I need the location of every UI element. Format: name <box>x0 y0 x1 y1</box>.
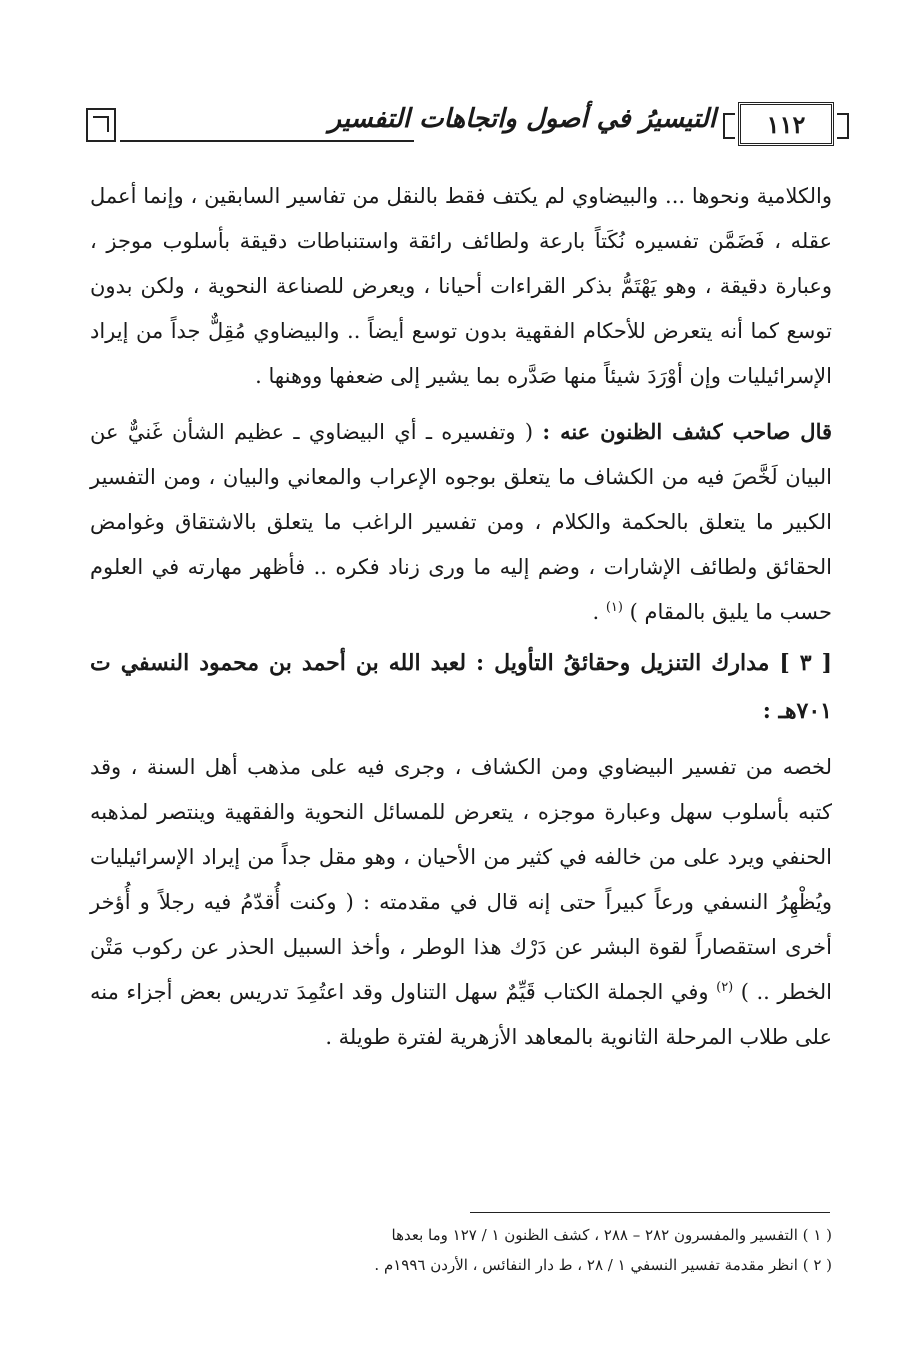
page-number-box <box>738 102 834 146</box>
running-title: التيسيرُ في أصول واتجاهات التفسير <box>328 104 716 134</box>
footnote-ref-2: (٢) <box>716 980 734 995</box>
footnotes <box>240 1220 832 1280</box>
page-number: ١١٢ <box>766 109 806 139</box>
footnote-2: ( ٢ ) انظر مقدمة تفسير النسفي ١ / ٢٨ ، ط دار النفائس ، الأردن ١٩٩٦م . <box>374 1256 832 1274</box>
footnote-1: ( ١ ) التفسير والمفسرون ٢٨٢ – ٢٨٨ ، كشف الظنون ١ / ١٢٧ وما بعدها <box>391 1226 832 1244</box>
header-ornament-icon <box>86 108 116 142</box>
page-header <box>86 96 834 160</box>
main-text <box>90 174 832 1060</box>
footnote-ref-1: (١) <box>605 600 623 615</box>
paragraph-3: لخصه من تفسير البيضاوي ومن الكشاف ، وجرى فيه على مذهب أهل السنة ، وقد كتبه بأسلوب سهل وعبارة موجزه ، يتعرض للمسائل النحوية والفقهية وينتصر لمذهبه الحنفي ويرد على من خالفه في كثير من الأحيان ، وهو مقل جداً من إيراد الإسرائيليات ويُظْهِرُ النسفي ورعاً كبيراً حتى إنه قال في مقدمته : ( وكنت أُقدّمُ فيه رجلاً و أُؤخر أخرى استقصاراً لقوة البشر عن دَرْك هذا الوطر ، وأخذ السبيل الحذر عن ركوب مَتْن الخطر .. ) $^{(٢)}$ وفي الجملة الكتاب قَيِّمٌ سهل التناول وقد اعتُمِدَ تدريس بعض أجزاء منه على طلاب المرحلة الثانوية بالمعاهد الأزهرية لفترة طويلة . <box>90 755 832 1049</box>
header-rule <box>120 140 414 142</box>
footnote-separator <box>470 1212 830 1213</box>
quote-body: ( وتفسيره ـ أي البيضاوي ـ عظيم الشأن غَنيٌّ عن البيان لَخَّصَ فيه من الكشاف ما يتعلق بوجوه الإعراب والمعاني والبيان ، ومن التفسير الكبير ما يتعلق بالحكمة والكلام ، ومن تفسير الراغب ما يتعلق بالاشتقاق وغوامض الحقائق ولطائف الإشارات ، وضم إليه ما ورى زناد فكره .. فأظهر مهارته في العلوم حسب ما يليق بالمقام ) <box>90 420 832 624</box>
paragraph-2: قال صاحب كشف الظنون عنه : ( وتفسيره ـ أي البيضاوي ـ عظيم الشأن غَنيٌّ عن البيان لَخَّصَ فيه من الكشاف ما يتعلق بوجوه الإعراب والمعاني والبيان ، ومن التفسير الكبير ما يتعلق بالحكمة والكلام ، ومن تفسير الراغب ما يتعلق بالاشتقاق وغوامض الحقائق ولطائف الإشارات ، وضم إليه ما ورى زناد فكره .. فأظهر مهارته في العلوم حسب ما يليق بالمقام ) $^{(١)}$ . <box>90 419 833 624</box>
quote-lead: قال صاحب كشف الظنون عنه : <box>542 419 833 444</box>
paragraph-1: والكلامية ونحوها ... والبيضاوي لم يكتف فقط بالنقل من تفاسير السابقين ، وإنما أعمل عقله ، فَضَمَّن تفسيره نُكَتاً بارعة ولطائف رائقة واستنباطات دقيقة بأسلوب موجز ، وعبارة دقيقة ، وهو يَهْتَمُّ بذكر القراءات أحيانا ، ويعرض للصناعة النحوية ، ولكن بدون توسع كما أنه يتعرض للأحكام الفقهية بدون توسع أيضاً .. والبيضاوي مُقِلٌّ جداً من إيراد الإسرائيليات وإن أوْرَدَ شيئاً منها صَدَّره بما يشير إلى ضعفها ووهنها . <box>90 184 832 388</box>
entry-title: [ ٣ ] مدارك التنزيل وحقائقُ التأويل : لعبد الله بن أحمد بن محمود النسفي ت ٧٠١هـ : <box>90 650 832 724</box>
